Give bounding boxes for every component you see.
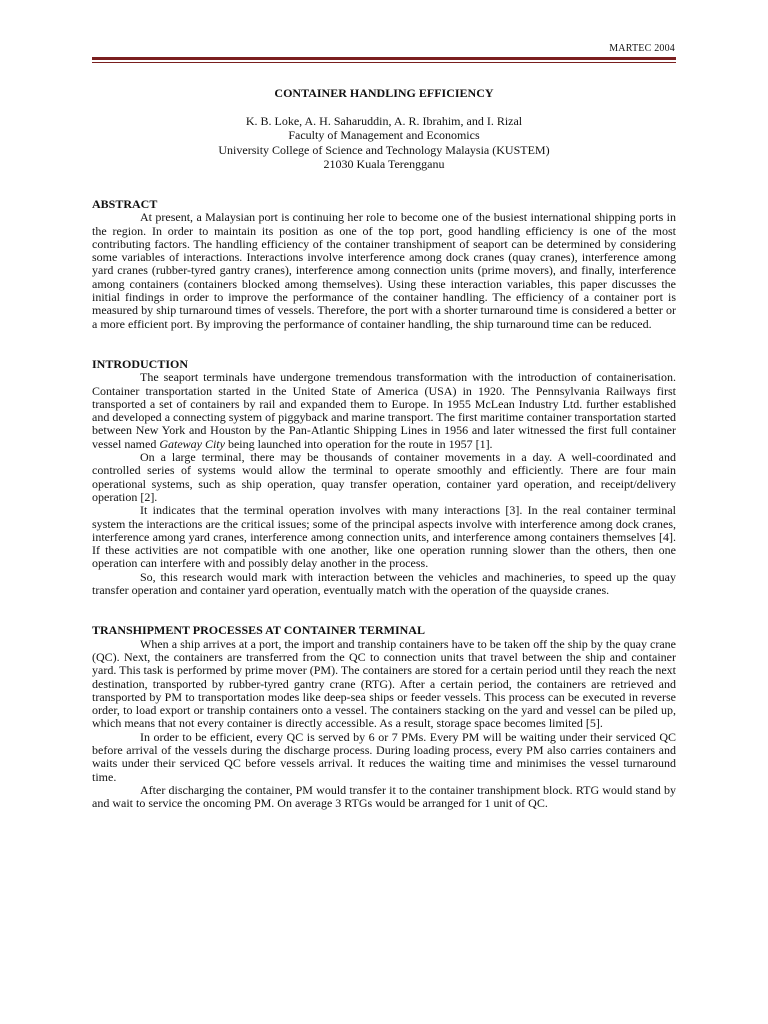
transhipment-paragraph-2: In order to be efficient, every QC is served by 6 or 7 PMs. Every PM will be waiting under their serviced QC before arrival of the vessels during the discharge process. During loading process, every PM also carries containers and waits under their serviced QC before vessels arrival. It reduces the waiting time and minimises the vessel turnaround time. xyxy=(92,729,676,784)
intro-p1-text-b: being launched into operation for the route in 1957 [1]. xyxy=(224,436,493,451)
transhipment-heading: TRANSHIPMENT PROCESSES AT CONTAINER TERMINAL xyxy=(92,623,425,638)
running-head: MARTEC 2004 xyxy=(609,43,675,54)
intro-p1-text-a: The seaport terminals have undergone tremendous transformation with the introduction of containerisation. Container transportation started in the United State of America (USA) in 1920. The Pennsylvania Railways first transported a set of containers by rail and expanded them to Europe. In 1955 McLean Industry Ltd. further established and developed a connecting system of piggyback and marine transport. The first maritime container transportation started between New York and Houston by the Pan-Atlantic Shipping Lines in 1956 and later witnessed the first full container vessel named xyxy=(92,370,676,451)
header-rule-thin xyxy=(92,62,676,63)
paper-title: CONTAINER HANDLING EFFICIENCY xyxy=(274,86,494,100)
introduction-heading: INTRODUCTION xyxy=(92,356,189,371)
abstract-paragraph: At present, a Malaysian port is continuing her role to become one of the busiest international shipping ports in the region. In order to maintain its position as one of the top port, good handling efficiency is one of the most contributing factors. The handling efficiency of the container transhipment of seaport can be determined by considering some variables of interactions. Interactions involve interference among dock cranes (quay cranes), interference among yard cranes (rubber-tyred gantry cranes), interference among connection units (prime movers), and finally, interference among containers (containers blocked among themselves). Using these interaction variables, this paper discusses the initial findings in order to improve the performance of the container handling. The efficiency of a container port is measured by ship turnaround times of vessels. Therefore, the port with a shorter turnaround time is considered a better or a more efficient port. By improving the performance of container handling, the ship turnaround time can be reduced. xyxy=(92,210,676,331)
section-spacer xyxy=(92,597,676,624)
transhipment-paragraph-1: When a ship arrives at a port, the import and tranship containers have to be taken off the ship by the quay crane (QC). Next, the containers are transferred from the QC to connection units that travel between the ship and container yard. This task is performed by prime mover (PM). The containers are stored for a certain period until they reach the next destination, transported by rubber-tyred gantry crane (RTG). After a certain period, the containers are retrieved and transported by PM to transportation modes like deep-sea ships or feeder vessels. This process can be executed in reverse order, to load export or tranship containers onto a vessel. The containers stacking on the yard and vessel can be piled up, which means that not every container is directly accessible. As a result, storage space becomes limited [5]. xyxy=(92,636,676,731)
vessel-name-italic: Gateway City xyxy=(159,436,225,451)
introduction-paragraph-1 xyxy=(92,371,676,451)
section-spacer xyxy=(92,331,676,358)
affiliation-faculty: Faculty of Management and Economics xyxy=(288,128,480,142)
header-rule-thick xyxy=(92,57,676,60)
affiliation-university: University College of Science and Technology Malaysia (KUSTEM) xyxy=(218,142,550,157)
introduction-paragraph-3: It indicates that the terminal operation involves with many interactions [3]. In the real container terminal system the interactions are the critical issues; some of the principal aspects involve with interference among dock cranes, interference among yard cranes, interference among connection units, and interference among containers themselves [4]. If these activities are not compatible with one another, like one operation running slower than the others, then one operation can interfere with and possibly delay another in the process. xyxy=(92,503,676,571)
introduction-paragraph-2: On a large terminal, there may be thousands of container movements in a day. A well-coordinated and controlled series of systems would allow the terminal to operate smoothly and efficiently. There are four main operational systems, such as ship operation, quay transfer operation, container yard operation, and receipt/delivery operation [2]. xyxy=(92,450,676,504)
paper-body xyxy=(92,198,676,810)
title-block xyxy=(92,86,676,172)
introduction-paragraph-4: So, this research would mark with interaction between the vehicles and machineries, to speed up the quay transfer operation and container yard operation, eventually match with the operation of the quayside cranes. xyxy=(92,569,676,598)
transhipment-paragraph-3: After discharging the container, PM would transfer it to the container transhipment block. RTG would stand by and wait to service the oncoming PM. On average 3 RTGs would be arranged for 1 unit of QC. xyxy=(92,782,676,811)
abstract-heading: ABSTRACT xyxy=(92,197,158,211)
author-list: K. B. Loke, A. H. Saharuddin, A. R. Ibrahim, and I. Rizal xyxy=(245,113,523,128)
affiliation-address: 21030 Kuala Terengganu xyxy=(323,157,445,171)
